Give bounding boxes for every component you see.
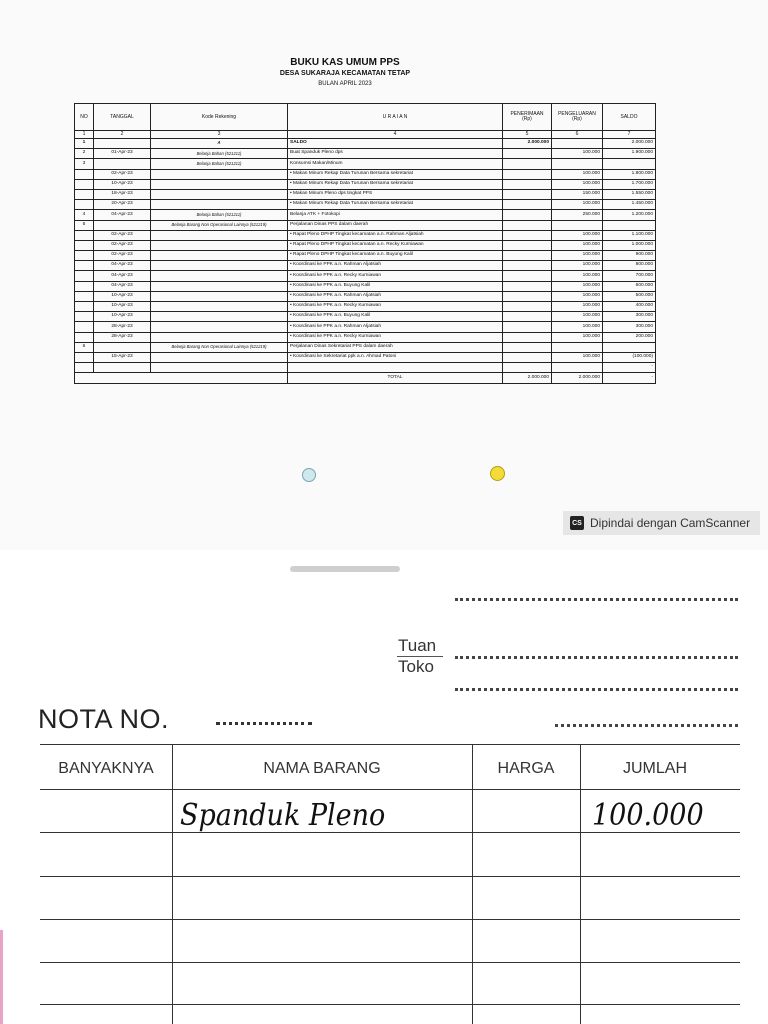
nota-grid-line [40, 744, 740, 745]
ledger-uraian: • Makan Minum Rekap Data Turunan Bersama sekretariat [288, 169, 503, 179]
ledger-saldo: - [603, 363, 656, 373]
date-dotted-line [555, 724, 738, 727]
ledger-row [75, 271, 656, 281]
ledger-table [74, 103, 656, 384]
ledger-saldo: 500.000 [603, 291, 656, 301]
ledger-no [75, 240, 94, 250]
ledger-pengeluaran: 250.000 [552, 210, 603, 220]
ledger-uraian: • Makan Minum Rekap Data Turunan Bersama sekretariat [288, 179, 503, 189]
ledger-kode-rekening [151, 281, 288, 291]
ledger-pengeluaran: 100.000 [552, 251, 603, 261]
ledger-row [75, 220, 656, 230]
ledger-total-label: TOTAL [288, 373, 503, 384]
column-number: 7 [603, 131, 656, 139]
ledger-kode-rekening [151, 200, 288, 210]
ledger-no [75, 322, 94, 332]
ledger-title: BUKU KAS UMUM PPS [290, 57, 400, 68]
ledger-kode-rekening [151, 291, 288, 301]
ledger-tanggal: 15-Apr-23 [94, 352, 151, 362]
ledger-kode-rekening [151, 322, 288, 332]
ledger-uraian: • Koordinasi ke PPK a.n. Rahman Aljatsiah [288, 322, 503, 332]
nota-grid-line [40, 962, 740, 963]
ledger-saldo: 200.000 [603, 332, 656, 342]
ledger-uraian: • Koordinasi ke Sekretariat ppk a.n. Ahmad Patoni [288, 352, 503, 362]
ledger-tanggal [94, 363, 151, 373]
ledger-uraian: • Koordinasi ke PPK a.n. Recky Kurniawan [288, 271, 503, 281]
ledger-kode-rekening: Belanja Bahan (521211) [151, 210, 288, 220]
ledger-tanggal: 10-Apr-23 [94, 179, 151, 189]
ledger-kode-rekening [151, 352, 288, 362]
ledger-uraian: • Rapat Pleno DPHP Tingkat kecamatan a.n. Rahman Aljatsiah [288, 230, 503, 240]
ledger-uraian: • Rapat Pleno DPHP Tingkat kecamatan a.n. Buyung Kalil [288, 251, 503, 261]
ledger-tanggal [94, 220, 151, 230]
ledger-penerimaan [503, 261, 552, 271]
ledger-uraian: • Makan Minum Rekap Data Turunan Bersama sekretariat [288, 200, 503, 210]
nota-grid-line [580, 744, 581, 1024]
address-dotted-line [455, 598, 738, 601]
ledger-row [75, 291, 656, 301]
ledger-no [75, 332, 94, 342]
ledger-tanggal: 04-Apr-23 [94, 271, 151, 281]
ledger-penerimaan [503, 220, 552, 230]
nota-table [40, 744, 740, 1024]
ledger-row [75, 139, 656, 149]
ledger-uraian: Konsumsi Makan/Minum [288, 159, 503, 169]
column-number: 6 [552, 131, 603, 139]
ledger-pengeluaran: 100.000 [552, 291, 603, 301]
ledger-pengeluaran: 100.000 [552, 281, 603, 291]
ledger-row [75, 322, 656, 332]
ledger-penerimaan [503, 342, 552, 352]
ledger-saldo: 800.000 [603, 261, 656, 271]
ledger-pengeluaran: 100.000 [552, 179, 603, 189]
ledger-pengeluaran: 100.000 [552, 322, 603, 332]
ledger-uraian: Perjalanan Dinas Sekretariat PPS dalam daerah [288, 342, 503, 352]
ledger-no: 1 [75, 139, 94, 149]
ledger-penerimaan [503, 189, 552, 199]
header-uraian: U R A I A N [288, 104, 503, 131]
ledger-row [75, 251, 656, 261]
ledger-no [75, 281, 94, 291]
ledger-row [75, 149, 656, 159]
header-kode-rekening: Kode Rekening [151, 104, 288, 131]
ledger-pengeluaran [552, 342, 603, 352]
ledger-no [75, 312, 94, 322]
column-number: 1 [75, 131, 94, 139]
ledger-row [75, 159, 656, 169]
ledger-row [75, 281, 656, 291]
ledger-penerimaan [503, 240, 552, 250]
handwritten-item-name: Spanduk Pleno [180, 798, 386, 833]
ledger-tanggal: 10-Apr-23 [94, 291, 151, 301]
ledger-total-spacer [75, 373, 288, 384]
handwritten-item-amount: 100.000 [592, 798, 704, 833]
ledger-penerimaan [503, 332, 552, 342]
ledger-penerimaan [503, 230, 552, 240]
ledger-kode-rekening [151, 363, 288, 373]
ledger-kode-rekening [151, 179, 288, 189]
ledger-tanggal: 10-Apr-23 [94, 302, 151, 312]
ledger-uraian: • Koordinasi ke PPK a.n. Recky Kurniawan [288, 302, 503, 312]
ledger-saldo: 1.800.000 [603, 169, 656, 179]
ledger-row [75, 240, 656, 250]
ledger-row [75, 210, 656, 220]
ledger-kode-rekening: Belanja Barang Non Operasional Lainnya (521219) [151, 342, 288, 352]
ledger-tanggal: 02-Apr-23 [94, 251, 151, 261]
ledger-period: BULAN APRIL 2023 [318, 81, 372, 87]
ledger-pengeluaran: 100.000 [552, 230, 603, 240]
ledger-no [75, 251, 94, 261]
ledger-row [75, 352, 656, 362]
ledger-total-penerimaan: 2.000.000 [503, 373, 552, 384]
ledger-saldo: 300.000 [603, 322, 656, 332]
ledger-no [75, 302, 94, 312]
ledger-tanggal: 20-Apr-23 [94, 200, 151, 210]
ledger-penerimaan [503, 352, 552, 362]
ledger-tanggal: 28-Apr-23 [94, 332, 151, 342]
ledger-tanggal [94, 342, 151, 352]
nota-grid-line [172, 744, 173, 1024]
ledger-no [75, 189, 94, 199]
ledger-kode-rekening: Belanja Barang Non Operasional Lainnya (521219) [151, 220, 288, 230]
ledger-total-pengeluaran: 2.000.000 [552, 373, 603, 384]
nota-grid-line [40, 789, 740, 790]
ledger-pengeluaran: 150.000 [552, 189, 603, 199]
ledger-kode-rekening [151, 240, 288, 250]
ledger-subtitle: DESA SUKARAJA KECAMATAN TETAP [279, 70, 411, 77]
ledger-kode-rekening [151, 169, 288, 179]
ledger-kode-rekening [151, 189, 288, 199]
nota-grid-line [40, 919, 740, 920]
ledger-saldo [603, 342, 656, 352]
ledger-saldo: 700.000 [603, 271, 656, 281]
ledger-no [75, 261, 94, 271]
column-number: 4 [288, 131, 503, 139]
tuan-toko-dotted-line [455, 656, 738, 659]
nota-title: NOTA NO. [38, 704, 170, 734]
ledger-row [75, 261, 656, 271]
ledger-row [75, 189, 656, 199]
ledger-row [75, 200, 656, 210]
ledger-pengeluaran: 100.000 [552, 169, 603, 179]
ledger-uraian: • Rapat Pleno DPHP Tingkat kecamatan a.n. Recky Kurniawan [288, 240, 503, 250]
ledger-header-row [75, 104, 656, 131]
ledger-saldo: 300.000 [603, 312, 656, 322]
ledger-kode-rekening [151, 271, 288, 281]
ledger-kode-rekening [151, 230, 288, 240]
header-no: NO [75, 104, 94, 131]
teal-scan-dot [302, 468, 316, 482]
header-jumlah: JUMLAH [622, 760, 687, 777]
ledger-saldo: 1.200.000 [603, 210, 656, 220]
ledger-pengeluaran: 100.000 [552, 271, 603, 281]
ledger-pengeluaran [552, 139, 603, 149]
ledger-kode-rekening: Belanja Bahan (521211) [151, 159, 288, 169]
ledger-saldo: 400.000 [603, 302, 656, 312]
nota-number-dots [216, 722, 312, 725]
camscanner-icon: CS [570, 516, 584, 530]
ledger-uraian: • Koordinasi ke PPK a.n. Rahman Aljatsiah [288, 261, 503, 271]
ledger-penerimaan [503, 281, 552, 291]
ledger-tanggal: 18-Apr-23 [94, 189, 151, 199]
ledger-tanggal: 02-Apr-23 [94, 230, 151, 240]
header-penerimaan: PENERIMAAN (Rp) [503, 104, 552, 131]
header-harga: HARGA [497, 760, 555, 777]
ledger-tanggal: 28-Apr-23 [94, 322, 151, 332]
ledger-penerimaan [503, 271, 552, 281]
ledger-uraian: • Koordinasi ke PPK a.n. Buyung Kalil [288, 312, 503, 322]
ledger-kode-rekening [151, 302, 288, 312]
header-nama-barang: NAMA BARANG [263, 760, 381, 777]
ledger-kode-rekening: Belanja Bahan (521211) [151, 149, 288, 159]
ledger-no [75, 352, 94, 362]
ledger-penerimaan [503, 210, 552, 220]
yellow-scan-dot [490, 466, 505, 481]
ledger-no: 3 [75, 159, 94, 169]
ledger-uraian: Belanja ATK + Fotokopi [288, 210, 503, 220]
ledger-saldo: 2.000.000 [603, 139, 656, 149]
ledger-kode-rekening [151, 261, 288, 271]
ledger-tanggal [94, 159, 151, 169]
ledger-uraian: • Koordinasi ke PPK a.n. Recky Kurniawan [288, 332, 503, 342]
ledger-no [75, 230, 94, 240]
ledger-penerimaan [503, 302, 552, 312]
ledger-uraian [288, 363, 503, 373]
ledger-pengeluaran: 100.000 [552, 332, 603, 342]
ledger-penerimaan [503, 159, 552, 169]
ledger-saldo: (100.000) [603, 352, 656, 362]
ledger-saldo: 1.700.000 [603, 179, 656, 189]
ledger-uraian: • Koordinasi ke PPK a.n. Rahman Aljatsiah [288, 291, 503, 301]
ledger-pengeluaran: 100.000 [552, 302, 603, 312]
camscanner-watermark [563, 511, 760, 535]
ledger-row [75, 342, 656, 352]
ledger-kode-rekening [151, 251, 288, 261]
ledger-kode-rekening [151, 312, 288, 322]
ledger-tanggal: 04-Apr-23 [94, 210, 151, 220]
paper-edge-mark [0, 930, 3, 1024]
ledger-saldo [603, 220, 656, 230]
ledger-row [75, 179, 656, 189]
ledger-pengeluaran [552, 363, 603, 373]
ledger-saldo: 1.900.000 [603, 149, 656, 159]
ledger-no: 4 [75, 210, 94, 220]
ledger-saldo: 600.000 [603, 281, 656, 291]
ledger-uraian: Buat Spanduk Pleno dps [288, 149, 503, 159]
ledger-penerimaan: 2.000.000 [503, 139, 552, 149]
ledger-saldo: 1.450.000 [603, 200, 656, 210]
ledger-no: 5 [75, 220, 94, 230]
ledger-pengeluaran: 100.000 [552, 352, 603, 362]
header-saldo: SALDO [603, 104, 656, 131]
ledger-pengeluaran: 100.000 [552, 312, 603, 322]
ledger-penerimaan [503, 322, 552, 332]
ledger-row [75, 332, 656, 342]
ledger-total-row [75, 373, 656, 384]
ledger-tanggal [94, 139, 151, 149]
ledger-row [75, 169, 656, 179]
ledger-pengeluaran: 100.000 [552, 240, 603, 250]
ledger-uraian: • Makan Minum Pleno dps tingkat PPS [288, 189, 503, 199]
ledger-saldo [603, 159, 656, 169]
ledger-no: 6 [75, 342, 94, 352]
toko-dotted-line [455, 688, 738, 691]
ledger-tanggal: 02-Apr-23 [94, 169, 151, 179]
ledger-no [75, 271, 94, 281]
header-banyaknya: BANYAKNYA [58, 760, 154, 777]
ledger-no [75, 291, 94, 301]
column-number: 2 [94, 131, 151, 139]
ledger-penerimaan [503, 312, 552, 322]
ledger-tanggal: 04-Apr-23 [94, 281, 151, 291]
ledger-saldo: 900.000 [603, 251, 656, 261]
ledger-penerimaan [503, 291, 552, 301]
ledger-pengeluaran: 100.000 [552, 149, 603, 159]
paper-smudge [290, 566, 400, 572]
ledger-saldo: 1.550.000 [603, 189, 656, 199]
ledger-penerimaan [503, 179, 552, 189]
ledger-tanggal: 04-Apr-23 [94, 261, 151, 271]
ledger-no [75, 363, 94, 373]
ledger-row [75, 302, 656, 312]
ledger-total-saldo: - [603, 373, 656, 384]
ledger-row [75, 312, 656, 322]
ledger-uraian: SALDO [288, 139, 503, 149]
ledger-row [75, 230, 656, 240]
ledger-no [75, 179, 94, 189]
nota-grid-line [40, 876, 740, 877]
tuan-label: Tuan [398, 636, 437, 655]
ledger-penerimaan [503, 149, 552, 159]
column-number: 3 [151, 131, 288, 139]
nota-grid-line [472, 744, 473, 1024]
ledger-no [75, 169, 94, 179]
ledger-row [75, 363, 656, 373]
ledger-no [75, 200, 94, 210]
ledger-pengeluaran [552, 220, 603, 230]
column-number: 5 [503, 131, 552, 139]
ledger-saldo: 1.000.000 [603, 240, 656, 250]
ledger-uraian: • Koordinasi ke PPK a.n. Buyung Kalil [288, 281, 503, 291]
header-tanggal: TANGGAL [94, 104, 151, 131]
ledger-penerimaan [503, 169, 552, 179]
ledger-tanggal: 01-Apr-23 [94, 149, 151, 159]
ledger-body [75, 131, 656, 384]
ledger-tanggal: 02-Apr-23 [94, 240, 151, 250]
ledger-pengeluaran: 100.000 [552, 261, 603, 271]
ledger-pengeluaran [552, 159, 603, 169]
ledger-uraian: Perjalanan Dinas PPS dalam daerah [288, 220, 503, 230]
column-number-row [75, 131, 656, 139]
ledger-penerimaan [503, 363, 552, 373]
nota-grid-line [40, 1004, 740, 1005]
camscanner-text: Dipindai dengan CamScanner [590, 516, 751, 530]
ledger-penerimaan [503, 200, 552, 210]
ledger-tanggal: 10-Apr-23 [94, 312, 151, 322]
ledger-penerimaan [503, 251, 552, 261]
ledger-kode-rekening [151, 332, 288, 342]
header-pengeluaran: PENGELUARAN (Rp) [552, 104, 603, 131]
ledger-saldo: 1.100.000 [603, 230, 656, 240]
ledger-kode-rekening: A [151, 139, 288, 149]
ledger-pengeluaran: 100.000 [552, 200, 603, 210]
ledger-no: 2 [75, 149, 94, 159]
toko-label: Toko [398, 657, 434, 676]
